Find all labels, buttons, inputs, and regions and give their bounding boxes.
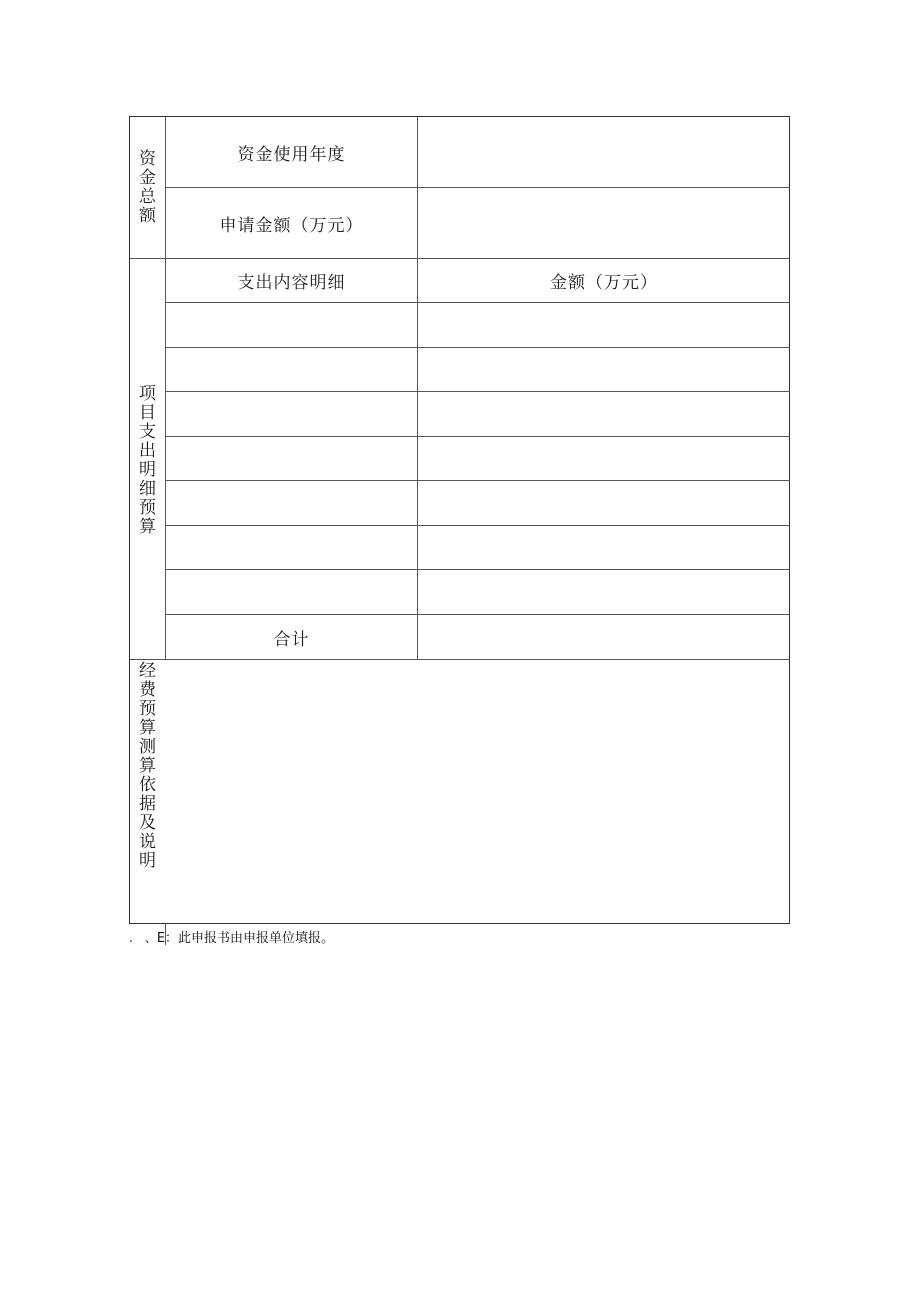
expense-item-cell[interactable] bbox=[166, 437, 417, 480]
section-label-char: 说 bbox=[139, 832, 156, 852]
section-label-char: 支 bbox=[139, 422, 156, 442]
section-label-char: 明 bbox=[139, 460, 156, 480]
section-label-fund-total bbox=[130, 150, 165, 226]
section-label-char: 额 bbox=[139, 206, 156, 226]
fund-year-label: 资金使用年度 bbox=[237, 144, 346, 165]
section-label-basis bbox=[130, 662, 165, 871]
expense-item-header: 支出内容明细 bbox=[237, 273, 346, 293]
section-label-char: 项 bbox=[139, 384, 156, 404]
section-label-char: 算 bbox=[139, 517, 156, 537]
expense-amount-header: 金额（万元） bbox=[550, 273, 658, 293]
expense-amount-cell[interactable] bbox=[418, 526, 790, 569]
expense-amount-cell[interactable] bbox=[418, 392, 790, 436]
section-label-char: 预 bbox=[139, 699, 156, 719]
expense-amount-cell[interactable] bbox=[418, 437, 790, 480]
footnote bbox=[129, 927, 334, 946]
section-label-char: 费 bbox=[139, 680, 156, 700]
section-label-char: 算 bbox=[139, 756, 156, 776]
expense-item-cell[interactable] bbox=[166, 481, 417, 525]
budget-form-table bbox=[129, 116, 790, 924]
footnote-text: E：此申报书由申报单位填报。 bbox=[156, 931, 335, 946]
expense-item-cell[interactable] bbox=[166, 303, 417, 347]
expense-item-cell[interactable] bbox=[166, 348, 417, 391]
section-label-char: 细 bbox=[139, 479, 156, 499]
section-label-char: 算 bbox=[139, 718, 156, 738]
section-label-char: 金 bbox=[139, 168, 156, 188]
section-label-char: 经 bbox=[139, 661, 156, 681]
section-label-char: 明 bbox=[139, 851, 156, 871]
expense-amount-cell[interactable] bbox=[418, 303, 790, 347]
section-label-char: 依 bbox=[139, 775, 156, 795]
footnote-prefix: . 、 bbox=[129, 931, 157, 945]
section-label-char: 预 bbox=[139, 498, 156, 518]
expense-amount-cell[interactable] bbox=[418, 481, 790, 525]
apply-amount-label: 申请金额（万元） bbox=[219, 215, 364, 236]
apply-amount-input[interactable] bbox=[418, 188, 790, 258]
expense-amount-cell[interactable] bbox=[418, 348, 790, 391]
section-label-char: 资 bbox=[139, 149, 156, 169]
section-label-char: 总 bbox=[139, 187, 156, 207]
basis-text-area[interactable] bbox=[166, 660, 790, 923]
expense-item-cell[interactable] bbox=[166, 570, 417, 614]
expense-amount-cell[interactable] bbox=[418, 570, 790, 614]
expense-item-cell[interactable] bbox=[166, 526, 417, 569]
section-label-char: 目 bbox=[139, 403, 156, 423]
total-label: 合计 bbox=[273, 629, 310, 650]
section-label-expense-detail bbox=[130, 385, 165, 537]
total-value-input[interactable] bbox=[418, 615, 790, 659]
section-label-char: 出 bbox=[139, 441, 156, 461]
section-label-char: 及 bbox=[139, 813, 156, 833]
section-label-char: 据 bbox=[139, 794, 156, 814]
section-label-char: 测 bbox=[139, 737, 156, 757]
fund-year-input[interactable] bbox=[418, 117, 790, 187]
expense-item-cell[interactable] bbox=[166, 392, 417, 436]
